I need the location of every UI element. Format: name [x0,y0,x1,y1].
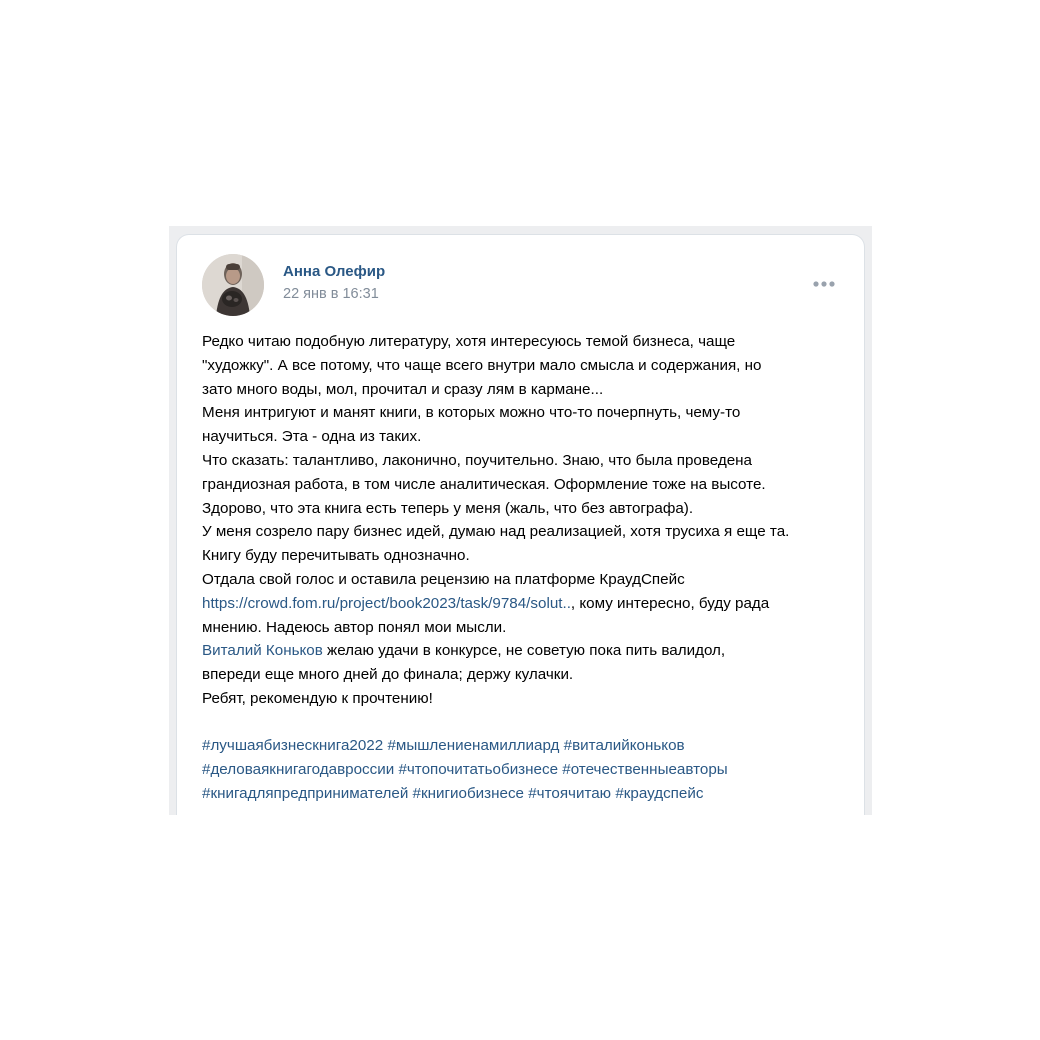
hashtag-link[interactable]: #книгиобизнесе [412,784,524,802]
hashtags [202,734,842,805]
post-text-line: Редко читаю подобную литературу, хотя интересуюсь темой бизнеса, чаще [202,333,736,350]
post-text-line: Отдала свой голос и оставила рецензию на платформе КраудСпейс [202,570,685,588]
post-text [202,330,842,711]
external-link[interactable]: https://crowd.fom.ru/project/book2023/task/9784/solut.. [202,594,571,612]
post-card [177,235,864,815]
post-text-line: Что сказать: талантливо, лаконично, поучительно. Знаю, что была проведена [202,451,752,469]
hashtag-row [202,758,842,782]
hashtag-link[interactable]: #краудспейс [615,784,704,802]
hashtag-link[interactable]: #мышлениенамиллиард [387,737,560,754]
author-name[interactable]: Анна Олефир [283,263,386,280]
post-text-line: Книгу буду перечитывать однозначно. [202,547,470,565]
hashtag-link[interactable]: #книгадляпредпринимателей [202,784,409,802]
hashtag-link[interactable]: #чтоячитаю [528,784,612,802]
post-text-line: впереди еще много дней до финала; держу кулачки. [202,666,574,684]
hashtag-link[interactable]: #виталийконьков [563,737,685,754]
hashtag-link[interactable]: #деловаякнигагодавроссии [202,760,395,778]
hashtag-link[interactable]: #лучшаябизнескнига2022 [202,737,384,754]
hashtag-link[interactable]: #отечественныеавторы [562,760,728,778]
post-text-line: зато много воды, мол, прочитал и сразу лям в кармане... [202,380,604,398]
hashtag-link[interactable]: #чтопочитатьобизнесе [398,760,559,778]
post-text-line-with-link [202,592,842,616]
post-date[interactable]: 22 янв в 16:31 [283,286,379,302]
hashtag-row [202,782,842,806]
post-text-line: Меня интригуют и манят книги, в которых можно что-то почерпнуть, чему-то [202,404,741,422]
post-text-line: грандиозная работа, в том числе аналитическая. Оформление тоже на высоте. [202,475,766,493]
hashtag-row [202,734,842,758]
post-text-line: научиться. Эта - одна из таких. [202,428,422,446]
more-dots-icon[interactable] [811,275,837,293]
post-text-fragment: желаю удачи в конкурсе, не советую пока пить валидол, [322,642,726,660]
user-mention-link[interactable]: Виталий Коньков [202,642,323,660]
avatar[interactable] [202,254,264,316]
post-text-line: "художку". А все потому, что чаще всего внутри мало смысла и содержания, но [202,356,762,374]
feed-background [169,226,872,815]
post-text-line: Ребят, рекомендую к прочтению! [202,689,433,707]
post-text-line: У меня созрело пару бизнес идей, думаю над реализацией, хотя трусиха я еще та. [202,523,790,541]
post-text-fragment: , кому интересно, буду рада [570,594,770,612]
avatar-photo [202,254,264,316]
post-text-line: мнению. Надеюсь автор понял мои мысли. [202,618,507,636]
post-text-line-with-mention [202,639,842,663]
post-text-line: Здорово, что эта книга есть теперь у меня (жаль, что без автографа). [202,499,694,517]
